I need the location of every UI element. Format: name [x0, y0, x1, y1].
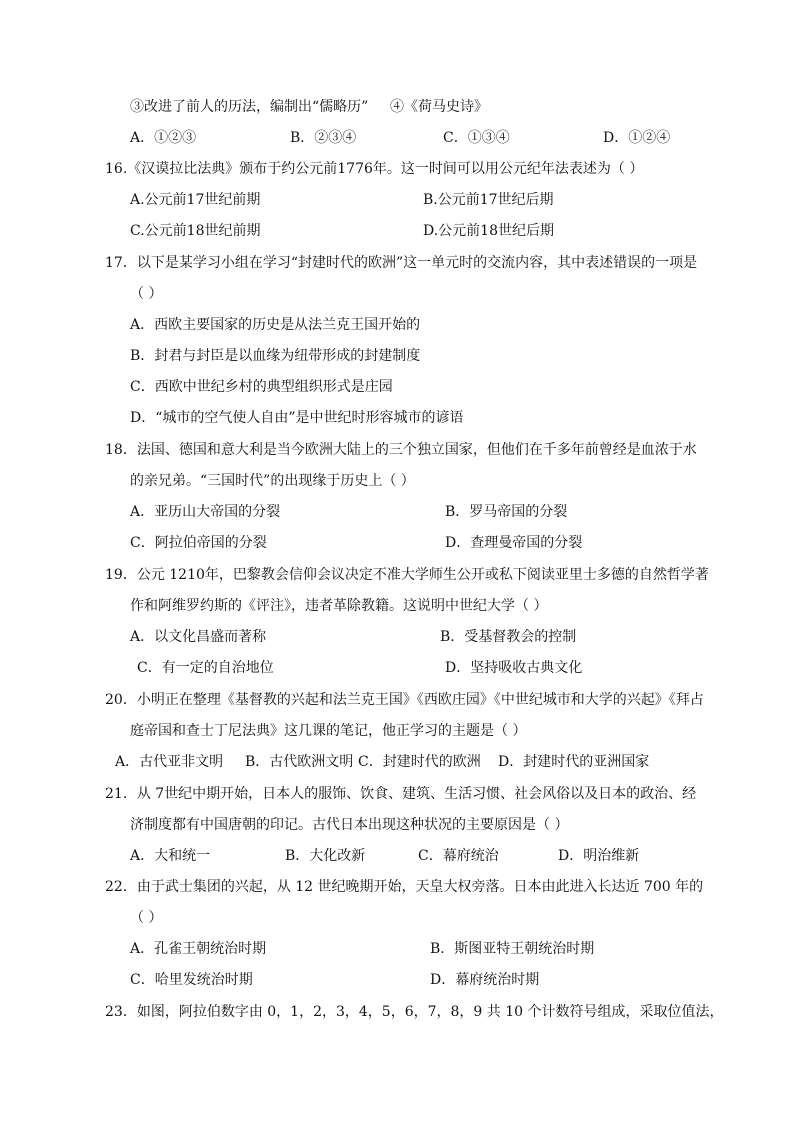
q22-stem-line2: （ ）: [130, 910, 163, 926]
q21-option-b[interactable]: B．大化改新: [285, 848, 366, 864]
q19-stem-line2: 作和阿维罗约斯的《评注》，违者革除教籍。这说明中世纪大学（ ）: [130, 598, 548, 614]
q18-stem-line2: 的亲兄弟。“三国时代”的出现缘于历史上（ ）: [130, 473, 415, 489]
q15-option-b[interactable]: B．②③④: [290, 130, 357, 146]
q16-option-b[interactable]: B.公元前17世纪后期: [423, 192, 554, 208]
q18-option-a[interactable]: A．亚历山大帝国的分裂: [130, 504, 281, 520]
q23-stem-line1: 23．如图，阿拉伯数字由 0，1，2，3，4，5，6，7，8，9 共 10 个计数符号组成，采取位值法，: [105, 1004, 724, 1020]
q16-option-c[interactable]: C.公元前18世纪前期: [130, 223, 261, 239]
q21-option-d[interactable]: D．明治维新: [558, 848, 640, 864]
q21-stem-line1: 21．从 7世纪中期开始，日本人的服饰、饮食、建筑、生活习惯、社会风俗以及日本的政治、经: [105, 786, 697, 802]
q19-option-b[interactable]: B．受基督教会的控制: [440, 629, 577, 645]
q19-stem-line1: 19．公元 1210年，巴黎教会信仰会议决定不准大学师生公开或私下阅读亚里士多德的自然哲学著: [105, 567, 709, 583]
q20-option-d[interactable]: D．封建时代的亚洲国家: [498, 754, 650, 770]
q20-option-b[interactable]: B．古代欧洲文明: [245, 754, 354, 770]
q20-option-c[interactable]: C．封建时代的欧洲: [358, 754, 481, 770]
q22-option-a[interactable]: A．孔雀王朝统治时期: [130, 941, 267, 957]
q20-option-a[interactable]: A．古代亚非文明: [115, 754, 224, 770]
q15-item-4: ④《荷马史诗》: [390, 99, 488, 115]
q15-option-c[interactable]: C．①③④: [443, 130, 510, 146]
q17-option-d[interactable]: D．“城市的空气使人自由”是中世纪时形容城市的谚语: [130, 410, 464, 426]
q18-option-c[interactable]: C．阿拉伯帝国的分裂: [130, 535, 267, 551]
q22-option-b[interactable]: B．斯图亚特王朝统治时期: [430, 941, 595, 957]
q19-option-a[interactable]: A．以文化昌盛而著称: [130, 629, 267, 645]
q15-option-d[interactable]: D．①②④: [603, 130, 671, 146]
q20-stem-line1: 20．小明正在整理《基督教的兴起和法兰克王国》《西欧庄园》《中世纪城市和大学的兴起》《拜占: [105, 692, 704, 708]
q17-option-b[interactable]: B．封君与封臣是以血缘为纽带形成的封建制度: [130, 348, 421, 364]
q22-stem-line1: 22．由于武士集团的兴起，从 12 世纪晚期开始，天皇大权旁落。日本由此进入长达近 700 年的: [105, 879, 704, 895]
q18-option-b[interactable]: B．罗马帝国的分裂: [445, 504, 568, 520]
q22-option-d[interactable]: D．幕府统治时期: [430, 972, 540, 988]
q19-option-d[interactable]: D．坚持吸收古典文化: [445, 660, 583, 676]
q22-option-c[interactable]: C．哈里发统治时期: [130, 972, 253, 988]
q16-stem: 16.《汉谟拉比法典》颁布于约公元前1776年。这一时间可以用公元纪年法表述为（ ）: [105, 161, 644, 177]
q17-option-a[interactable]: A．西欧主要国家的历史是从法兰克王国开始的: [130, 317, 421, 333]
q21-option-c[interactable]: C．幕府统治: [418, 848, 499, 864]
q20-stem-line2: 庭帝国和查士丁尼法典》这几课的笔记，他正学习的主题是（ ）: [130, 723, 527, 739]
q18-option-d[interactable]: D．查理曼帝国的分裂: [445, 535, 583, 551]
q15-item-3: ③改进了前人的历法，编制出“儒略历”: [130, 99, 369, 115]
q19-option-c[interactable]: C．有一定的自治地位: [137, 660, 274, 676]
q21-option-a[interactable]: A．大和统一: [130, 848, 211, 864]
q16-option-d[interactable]: D.公元前18世纪后期: [423, 223, 554, 239]
q21-stem-line2: 济制度都有中国唐朝的印记。古代日本出现这种状况的主要原因是（ ）: [130, 817, 569, 833]
q17-stem-line1: 17．以下是某学习小组在学习“封建时代的欧洲”这一单元时的交流内容，其中表述错误的一项是: [105, 255, 698, 271]
q16-option-a[interactable]: A.公元前17世纪前期: [130, 192, 261, 208]
q18-stem-line1: 18．法国、德国和意大利是当今欧洲大陆上的三个独立国家，但他们在千多年前曾经是血浓于水: [105, 442, 697, 458]
q17-stem-line2: （ ）: [130, 286, 163, 302]
q17-option-c[interactable]: C．西欧中世纪乡村的典型组织形式是庄园: [130, 379, 393, 395]
q15-option-a[interactable]: A．①②③: [130, 130, 197, 146]
